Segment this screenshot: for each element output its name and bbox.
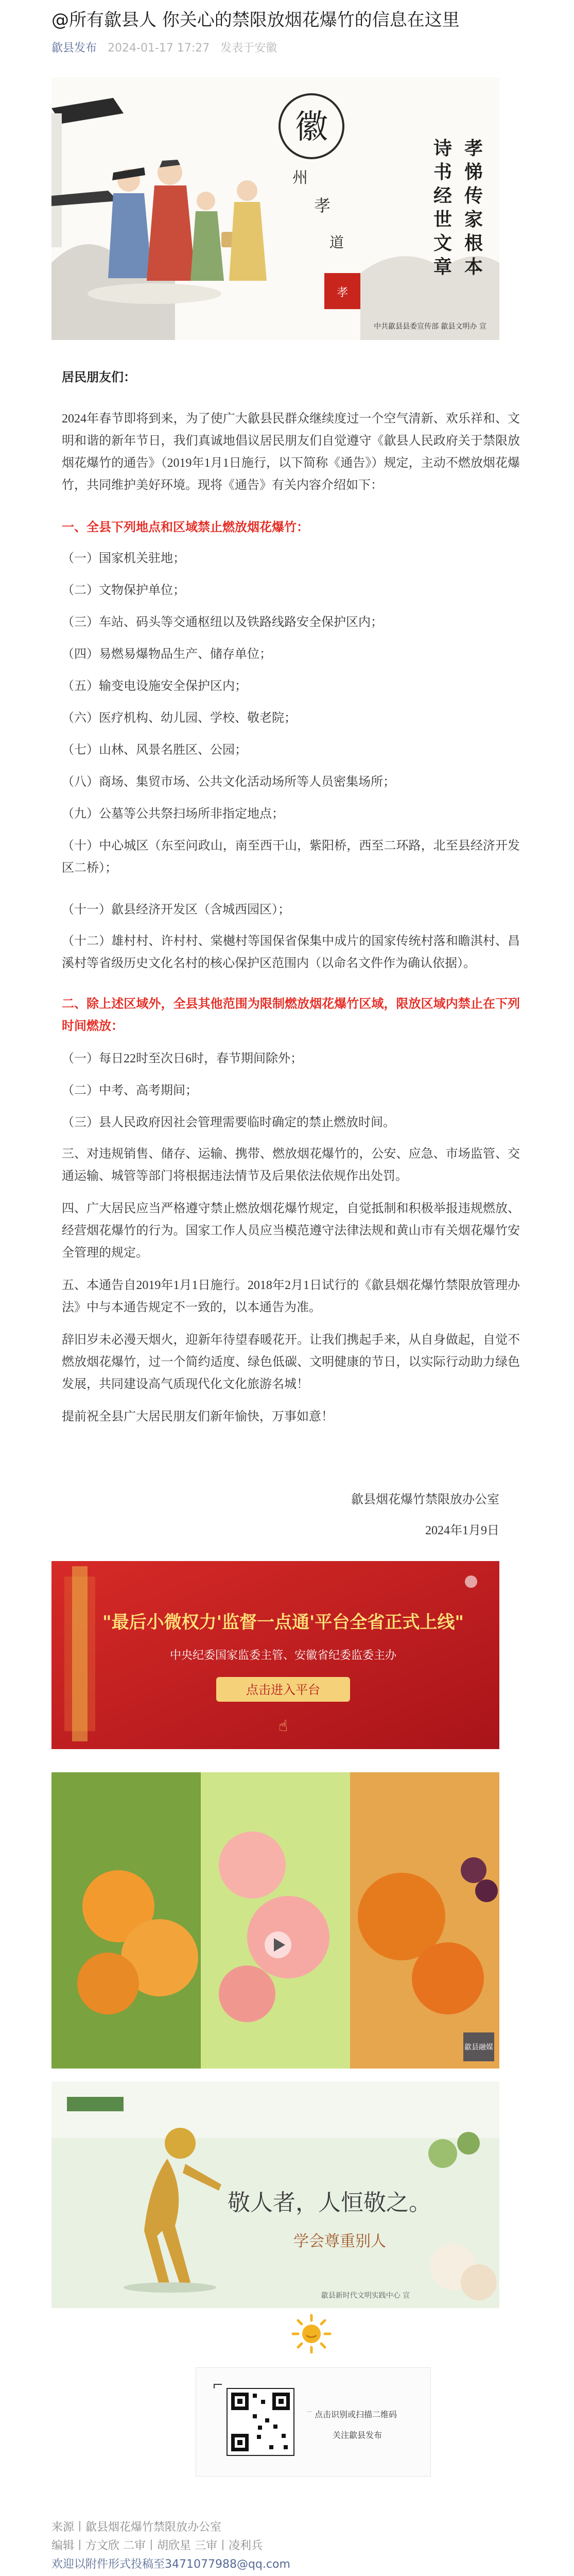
paragraph-5: 五、本通告自2019年1月1日施行。2018年2月1日试行的《歙县烟花爆竹禁限放管理办法》中与本通告规定不一致的，以本通告为准。 xyxy=(62,1279,520,1314)
publish-location: 发表于安徽 xyxy=(220,42,277,55)
qr-hint-line-1: 点击识别或扫描二维码 xyxy=(315,2410,397,2419)
ban-item: （十二）雄村村、许村村、棠樾村等国保省保集中成片的国家传统村落和瞻淇村、昌溪村等省级历史文化名村的核心保护区范围内（以命名文件作为确认依据）。 xyxy=(62,935,520,970)
intro-paragraph: 2024年春节即将到来，为了使广大歙县民群众继续度过一个空气清新、欢乐祥和、文明和谐的新年节日，我们真诚地倡议居民朋友们自觉遵守《歙县人民政府关于禁限放烟花爆竹的通告》（2019年1月1日施行，以下简称《通告》）规定，主动不燃放烟花爆竹，共同维护美好环境。现将《通告》有关内容介绍如下： xyxy=(62,412,520,492)
paragraph-3: 三、对违规销售、储存、运输、携带、燃放烟花爆竹的，公安、应急、市场监管、交通运输、城管等部门将根据违法情节及后果依法依规作出处罚。 xyxy=(62,1147,520,1183)
qr-hint-line-2: 关注歙县发布 xyxy=(333,2430,382,2440)
signature: 歙县烟花爆竹禁限放办公室 xyxy=(351,1493,499,1506)
fruit-brand-mark: 歙县融媒 xyxy=(464,2043,493,2052)
banner-column-2-text: 诗书经世文章 xyxy=(433,138,453,278)
ban-item: （四）易燃易爆物品生产、储存单位； xyxy=(62,648,272,661)
qr-card[interactable] xyxy=(196,2367,431,2477)
limit-item: （三）县人民政府因社会管理需要临时确定的禁止燃放时间。 xyxy=(62,1116,395,1129)
source-account-link[interactable]: 歙县发布 xyxy=(51,42,97,55)
svg-text:☝: ☝ xyxy=(278,1717,288,1735)
banner-sub2: 孝 xyxy=(314,196,331,215)
publish-date: 2024-01-17 17:27 xyxy=(108,42,210,55)
ban-item: （十一）歙县经济开发区（含城西园区）； xyxy=(62,903,290,917)
sun-ornament-icon xyxy=(288,2312,335,2353)
article-title: @所有歙县人 你关心的禁限放烟花爆竹的信息在这里 xyxy=(51,10,460,30)
ban-item: （六）医疗机构、幼儿园、学校、敬老院； xyxy=(62,711,297,725)
section-2-heading: 二、除上述区域外，全县其他范围为限制燃放烟花爆竹区域，限放区域内禁止在下列时间燃放： xyxy=(62,997,520,1033)
ad1-title: "最后小微权力'监督一点通'平台全省正式上线" xyxy=(102,1612,464,1633)
banner-credit: 中共歙县县委宣传部 歙县文明办 宣 xyxy=(374,323,486,331)
banner-column-1-text: 孝悌传家根本 xyxy=(464,138,483,278)
fruit-photo-banner xyxy=(51,1772,499,2069)
banner-big-char: 徽 xyxy=(295,108,328,146)
banner-image xyxy=(51,77,499,340)
ban-item: （七）山林、风景名胜区、公园； xyxy=(62,743,247,757)
submission-email[interactable]: 欢迎以附件形式投稿至3471077988@qq.com xyxy=(51,2558,290,2571)
red-seal-char: 孝 xyxy=(336,286,349,299)
ban-item: （八）商场、集贸市场、公共文化活动场所等人员密集场所； xyxy=(62,775,395,789)
credit-editors: 编辑丨方文欣 二审丨胡欣星 三审丨凌利兵 xyxy=(51,2539,263,2552)
article-meta xyxy=(51,39,284,55)
golden-figure-head xyxy=(165,2128,196,2159)
credit-source: 来源丨歙县烟花爆竹禁限放办公室 xyxy=(51,2521,222,2534)
ad1-button: 点击进入平台 xyxy=(246,1683,320,1697)
ad3-credit: 歙县新时代文明实践中心 宣 xyxy=(321,2292,410,2300)
limit-item: （二）中考、高考期间； xyxy=(62,1084,198,1097)
qr-code-image xyxy=(227,2388,294,2455)
credits-block xyxy=(51,2518,290,2574)
respect-poster xyxy=(51,2081,499,2308)
ban-item: （一）国家机关驻地； xyxy=(62,552,185,565)
banner-sub1: 州 xyxy=(292,169,308,187)
paragraph-6: 辞旧岁未必漫天烟火，迎新年待望春暖花开。让我们携起手来，从自身做起，自觉不燃放烟花爆竹，过一个简约适度、绿色低碳、文明健康的节日，以实际行动助力绿色发展，共同建设高气质现代化文化旅游名城！ xyxy=(62,1333,520,1391)
ban-item: （五）输变电设施安全保护区内； xyxy=(62,680,247,693)
ban-item: （九）公墓等公共祭扫场所非指定地点； xyxy=(62,807,284,821)
paragraph-4: 四、广大居民应当严格遵守禁止燃放烟花爆竹规定，自觉抵制和积极举报违规燃放、经营烟花爆竹的行为。国家工作人员应当模范遵守法律法规和黄山市有关烟花爆竹安全管理的规定。 xyxy=(62,1202,520,1260)
ad3-main: 敬人者，人恒敬之。 xyxy=(228,2190,431,2216)
ad1-subtitle: 中央纪委国家监委主管、安徽省纪委监委主办 xyxy=(169,1649,397,1662)
ban-item: （十）中心城区（东至问政山，南至西干山，紫阳桥，西至二环路，北至县经济开发区二桥）； xyxy=(62,839,520,875)
ban-item: （三）车站、码头等交通枢纽以及铁路线路安全保护区内； xyxy=(62,616,383,629)
sign-date: 2024年1月9日 xyxy=(425,1524,499,1537)
platform-ad-banner[interactable] xyxy=(51,1561,499,1749)
greeting: 居民朋友们： xyxy=(62,371,136,384)
ban-item: （二）文物保护单位； xyxy=(62,584,185,597)
paragraph-7: 提前祝全县广大居民朋友们新年愉快，万事如意！ xyxy=(62,1410,334,1423)
limit-item: （一）每日22时至次日6时，春节期间除外； xyxy=(62,1052,303,1065)
peach-shape xyxy=(219,1832,286,1899)
section-1-heading: 一、全县下列地点和区域禁止燃放烟花爆竹： xyxy=(62,521,309,534)
ad3-sub: 学会尊重别人 xyxy=(293,2232,386,2250)
banner-sub3: 道 xyxy=(329,234,344,251)
banner-illustration xyxy=(51,77,499,340)
